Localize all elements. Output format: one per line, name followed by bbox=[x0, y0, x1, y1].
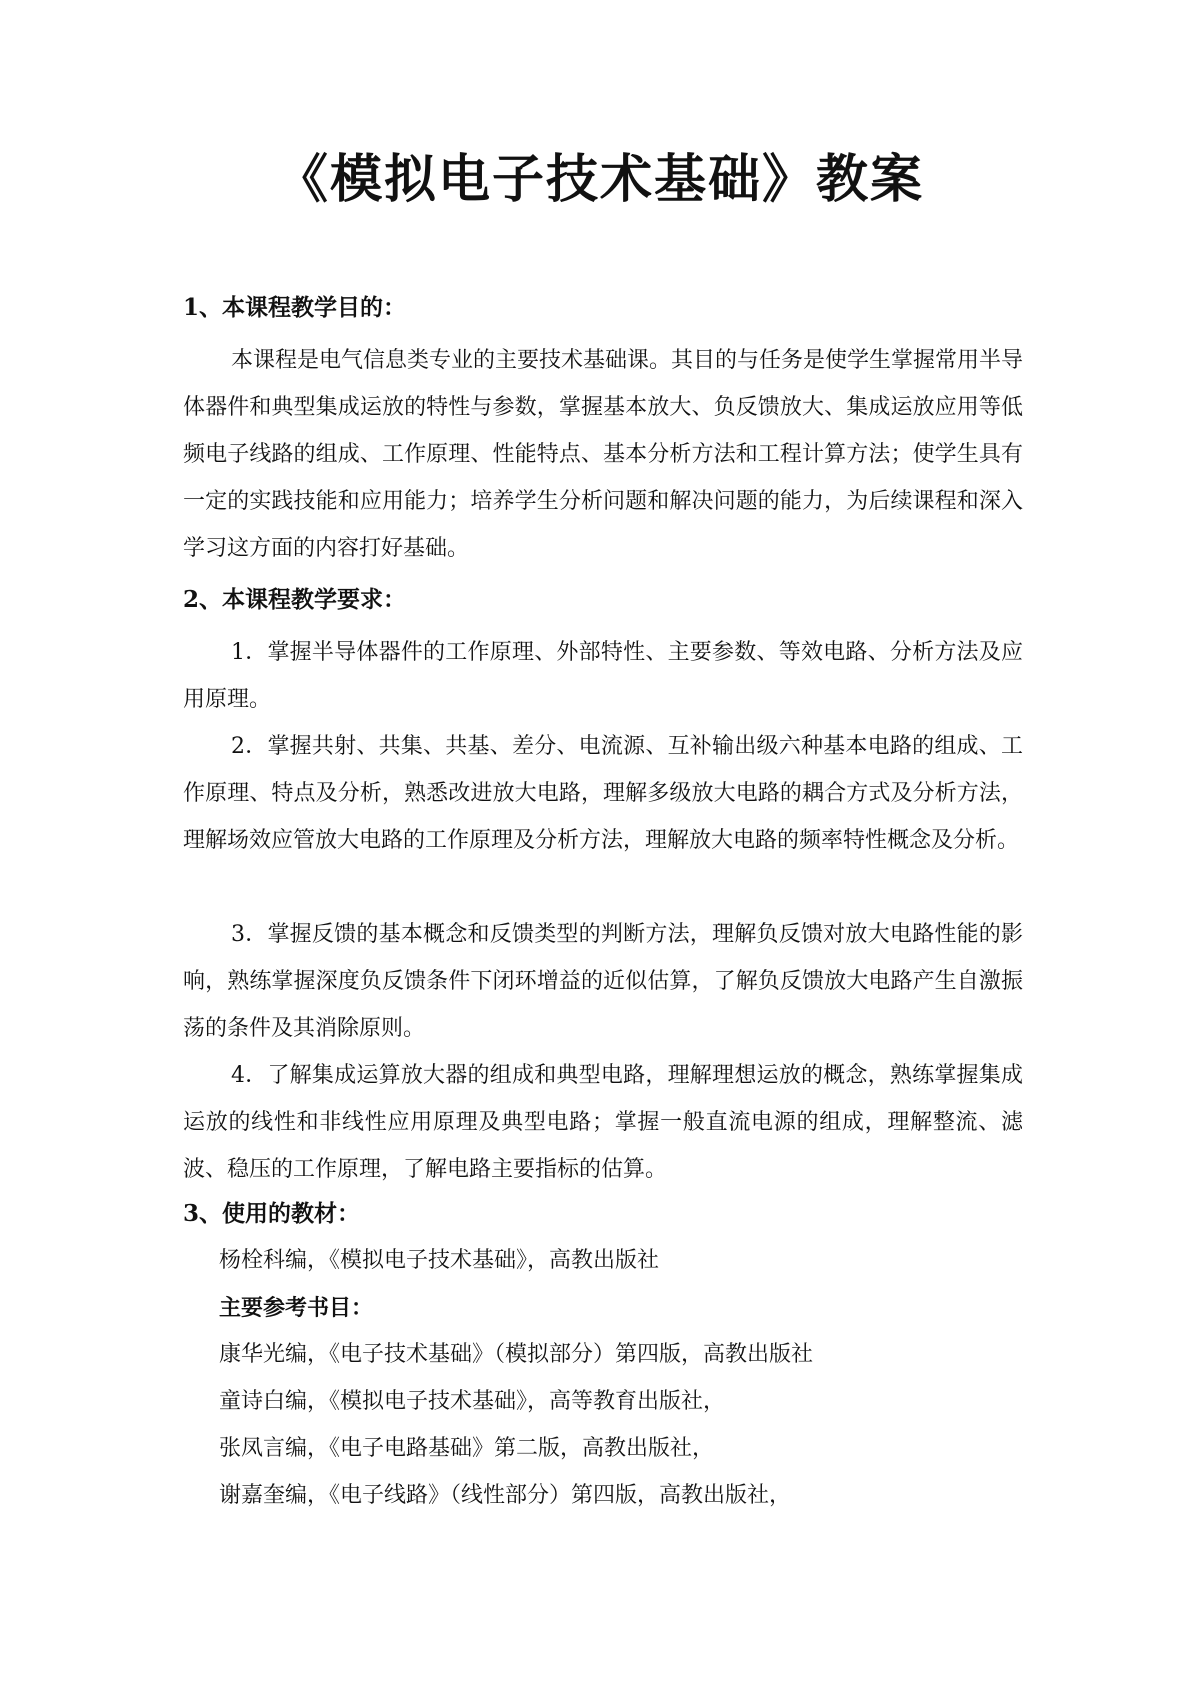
document-title: 《模拟电子技术基础》教案 bbox=[275, 149, 924, 210]
reference-item: 谢嘉奎编，《电子线路》（线性部分）第四版，高教出版社， bbox=[219, 1483, 792, 1508]
section-1-body: 本课程是电气信息类专业的主要技术基础课。其目的与任务是使学生掌握常用半导体器件和典型集成运放的特性与参数，掌握基本放大、负反馈放大、集成运放应用等低频电子线路的组成、工作原理、性能特点、基本分析方法和工程计算方法；使学生具有一定的实践技能和应用能力；培养学生分析问题和解决问题的能力，为后续课程和深入学习这方面的内容打好基础。 bbox=[183, 348, 1024, 561]
section-1-heading: 1、本课程教学目的： bbox=[183, 294, 407, 321]
reference-item: 童诗白编，《模拟电子技术基础》，高等教育出版社， bbox=[219, 1389, 726, 1414]
requirement-item-2: 2．掌握共射、共集、共基、差分、电流源、互补输出级六种基本电路的组成、工作原理、特点及分析，熟悉改进放大电路，理解多级放大电路的耦合方式及分析方法，理解场效应管放大电路的工作原理及分析方法，理解放大电路的频率特性概念及分析。 bbox=[183, 734, 1023, 853]
references-heading: 主要参考书目： bbox=[219, 1295, 374, 1321]
requirement-item-4: 4．了解集成运算放大器的组成和典型电路，理解理想运放的概念，熟练掌握集成运放的线性和非线性应用原理及典型电路；掌握一般直流电源的组成，理解整流、滤波、稳压的工作原理，了解电路主要指标的估算。 bbox=[183, 1063, 1023, 1182]
requirement-item-1: 1．掌握半导体器件的工作原理、外部特性、主要参数、等效电路、分析方法及应用原理。 bbox=[183, 640, 1023, 712]
requirement-item-3: 3．掌握反馈的基本概念和反馈类型的判断方法，理解负反馈对放大电路性能的影响，熟练掌握深度负反馈条件下闭环增益的近似估算，了解负反馈放大电路产生自激振荡的条件及其消除原则。 bbox=[183, 922, 1023, 1041]
section-3-heading: 3、使用的教材： bbox=[183, 1200, 361, 1227]
section-2-heading: 2、本课程教学要求： bbox=[183, 586, 407, 613]
reference-item: 康华光编，《电子技术基础》（模拟部分）第四版，高教出版社 bbox=[219, 1342, 814, 1367]
textbook-line: 杨栓科编，《模拟电子技术基础》，高教出版社 bbox=[219, 1248, 660, 1273]
reference-item: 张凤言编，《电子电路基础》第二版，高教出版社， bbox=[219, 1436, 715, 1461]
